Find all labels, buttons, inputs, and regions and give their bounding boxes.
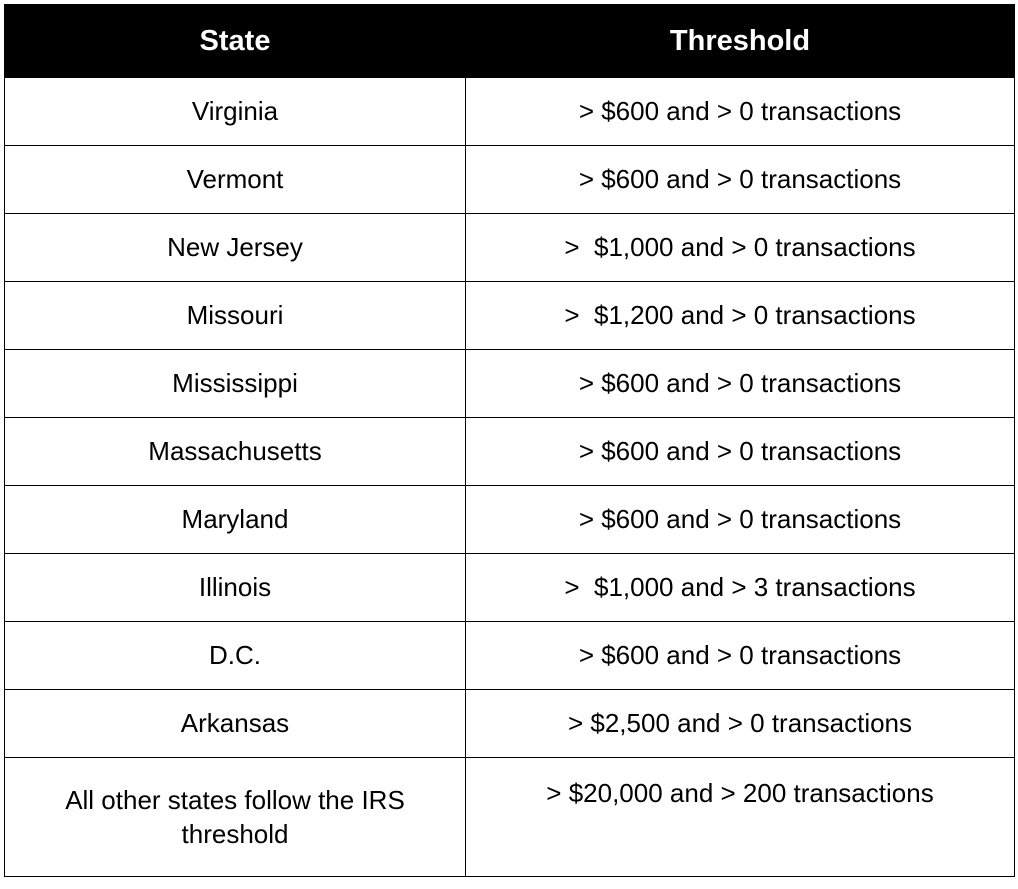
- state-cell: Massachusetts: [5, 418, 466, 486]
- threshold-cell: > $1,000 and > 0 transactions: [466, 214, 1015, 282]
- table-row: [5, 758, 1015, 877]
- state-threshold-table: [4, 4, 1015, 877]
- threshold-cell: > $600 and > 0 transactions: [466, 486, 1015, 554]
- header-threshold: Threshold: [466, 5, 1015, 78]
- table-row: [5, 486, 1015, 554]
- header-row: [5, 5, 1015, 78]
- table-row: [5, 554, 1015, 622]
- table-row: [5, 214, 1015, 282]
- threshold-cell: > $600 and > 0 transactions: [466, 418, 1015, 486]
- table-row: [5, 418, 1015, 486]
- state-cell: Vermont: [5, 146, 466, 214]
- threshold-cell: > $20,000 and > 200 transactions: [466, 758, 1015, 877]
- threshold-cell: > $600 and > 0 transactions: [466, 146, 1015, 214]
- table-row: [5, 146, 1015, 214]
- threshold-cell: > $600 and > 0 transactions: [466, 78, 1015, 146]
- threshold-cell: > $1,000 and > 3 transactions: [466, 554, 1015, 622]
- state-cell: Missouri: [5, 282, 466, 350]
- state-cell: New Jersey: [5, 214, 466, 282]
- state-cell: Maryland: [5, 486, 466, 554]
- threshold-cell: > $2,500 and > 0 transactions: [466, 690, 1015, 758]
- state-cell: Arkansas: [5, 690, 466, 758]
- threshold-cell: > $600 and > 0 transactions: [466, 622, 1015, 690]
- table-row: [5, 78, 1015, 146]
- header-state: State: [5, 5, 466, 78]
- state-cell: Virginia: [5, 78, 466, 146]
- state-cell: D.C.: [5, 622, 466, 690]
- state-cell: All other states follow the IRS threshold: [5, 758, 466, 877]
- state-cell: Illinois: [5, 554, 466, 622]
- table-row: [5, 690, 1015, 758]
- threshold-cell: > $600 and > 0 transactions: [466, 350, 1015, 418]
- table-row: [5, 282, 1015, 350]
- state-cell: Mississippi: [5, 350, 466, 418]
- threshold-cell: > $1,200 and > 0 transactions: [466, 282, 1015, 350]
- table-row: [5, 622, 1015, 690]
- table-row: [5, 350, 1015, 418]
